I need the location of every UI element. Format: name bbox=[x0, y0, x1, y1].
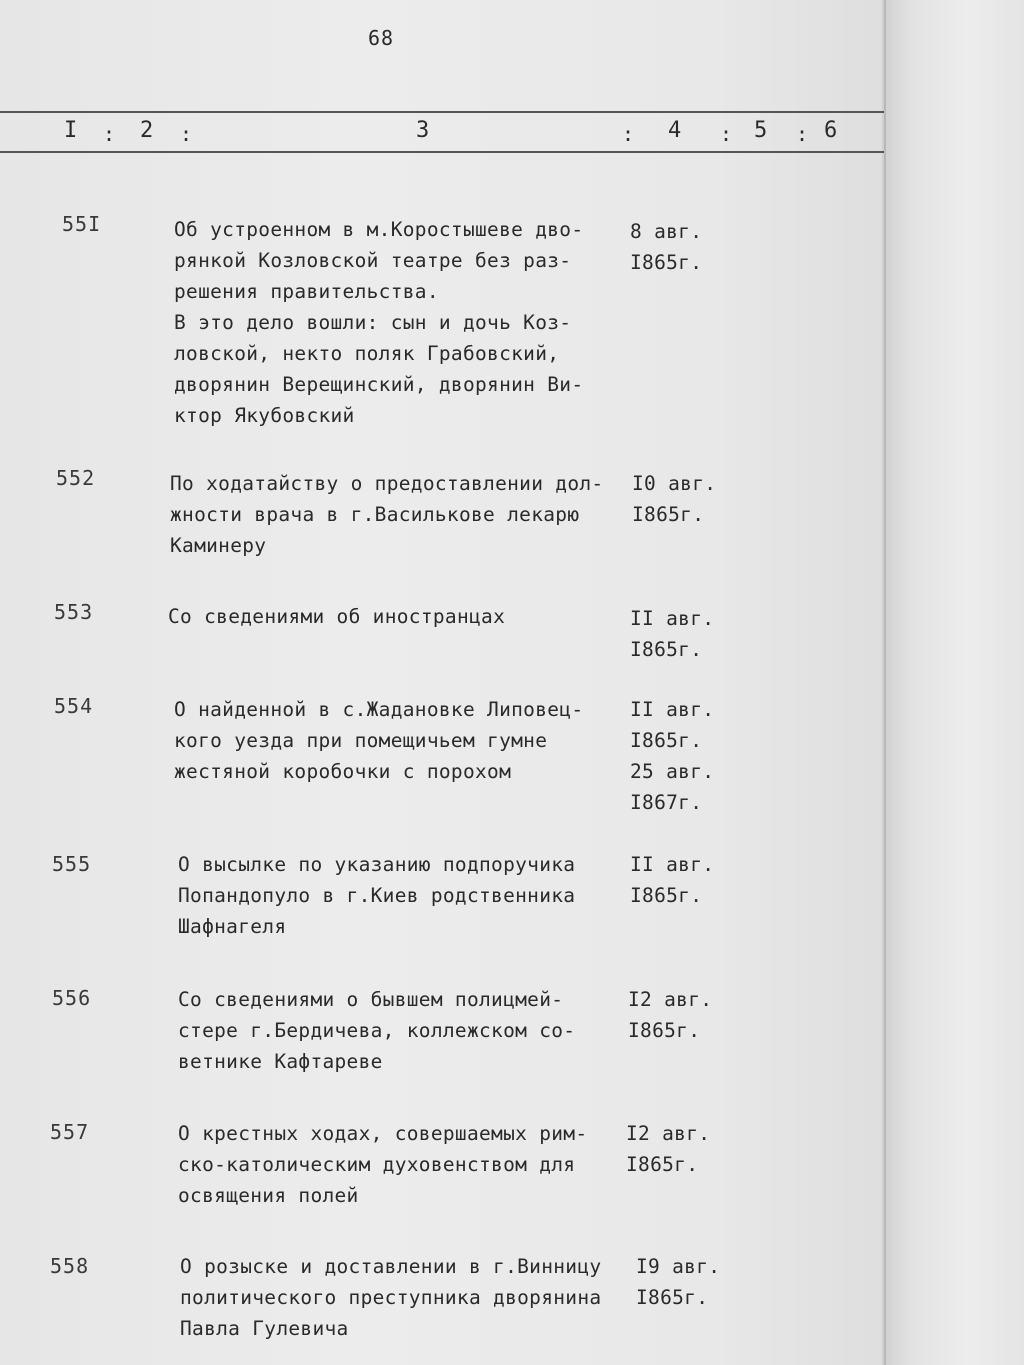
column-header-3: 3 bbox=[416, 118, 430, 143]
column-header-5: 5 bbox=[754, 118, 768, 143]
entry-number: 554 bbox=[54, 694, 94, 718]
entry-number: 555 bbox=[52, 852, 92, 876]
entry-number: 557 bbox=[50, 1120, 90, 1144]
entry-date: I2 авг. I865г. bbox=[626, 1122, 711, 1176]
column-header-6: 6 bbox=[824, 118, 838, 143]
header-rule-bottom bbox=[0, 151, 884, 153]
column-header-2: 2 bbox=[140, 118, 154, 143]
entry-number: 55I bbox=[62, 212, 102, 236]
column-separator: : bbox=[103, 122, 116, 146]
column-separator: : bbox=[622, 122, 635, 146]
entry-description: Со сведениями о бывшем полицмей- стере г.Бердичева, коллежском со- ветнике Кафтареве bbox=[178, 988, 576, 1073]
entry-number: 558 bbox=[50, 1254, 90, 1278]
entry-date: I9 авг. I865г. bbox=[636, 1255, 721, 1309]
page-edge-line bbox=[884, 0, 886, 1365]
entry-number: 556 bbox=[52, 986, 92, 1010]
column-header-4: 4 bbox=[668, 118, 682, 143]
entry-date: II авг. I865г. bbox=[630, 853, 715, 907]
entry-description: О высылке по указанию подпоручика Попандопуло в г.Киев родственника Шафнагеля bbox=[178, 853, 576, 938]
entry-number: 552 bbox=[56, 466, 96, 490]
column-separator: : bbox=[180, 122, 193, 146]
entry-date: I2 авг. I865г. bbox=[628, 988, 713, 1042]
column-separator: : bbox=[720, 122, 733, 146]
entry-description: Со сведениями об иностранцах bbox=[168, 605, 506, 628]
entry-date: 8 авг. I865г. bbox=[630, 220, 703, 274]
column-separator: : bbox=[796, 122, 809, 146]
entry-description: О крестных ходах, совершаемых рим- ско-католическим духовенством для освящения полей bbox=[178, 1122, 588, 1207]
entry-number: 553 bbox=[54, 600, 94, 624]
entry-date: II авг. I865г. 25 авг. I867г. bbox=[630, 698, 715, 814]
entry-date: I0 авг. I865г. bbox=[632, 472, 717, 526]
header-rule-top bbox=[0, 111, 884, 113]
entry-date: II авг. I865г. bbox=[630, 607, 715, 661]
column-header-1: I bbox=[64, 118, 78, 143]
entry-description: Об устроенном в м.Коростышеве дво- рянкой Козловской театре без раз- решения правительства. В это дело вошли: сын и дочь Коз- ловской, некто поляк Грабовский, дворянин Верещинский, дворянин Ви- ктор Якубовский bbox=[174, 218, 584, 427]
entry-description: По ходатайству о предоставлении дол- жности врача в г.Василькове лекарю Каминеру bbox=[170, 472, 604, 557]
page-edge bbox=[882, 0, 1024, 1365]
entry-description: О найденной в с.Жадановке Липовец- кого уезда при помещичьем гумне жестяной коробочки с порохом bbox=[174, 698, 584, 783]
entry-description: О розыске и доставлении в г.Винницу политического преступника дворянина Павла Гулевича bbox=[180, 1255, 602, 1340]
page-number: 68 bbox=[368, 26, 395, 50]
